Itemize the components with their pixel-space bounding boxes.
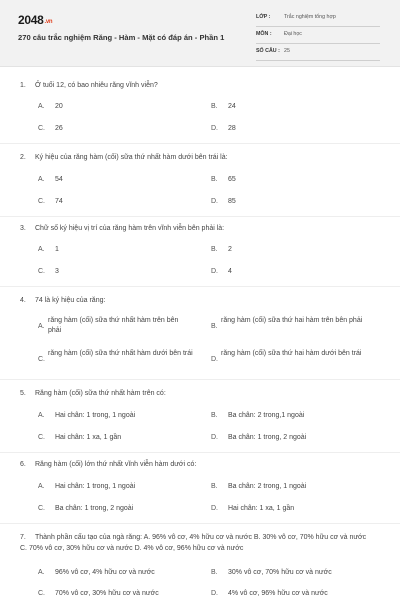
meta-value: Đại học	[284, 31, 302, 37]
meta-row-count	[256, 48, 380, 61]
option-letter: B.	[211, 246, 218, 253]
question-number: 3.	[20, 225, 26, 232]
option-letter: C.	[38, 125, 45, 132]
option-text: 74	[55, 198, 63, 205]
option-letter: C.	[38, 198, 45, 205]
option-letter: C.	[38, 505, 45, 512]
document-header	[0, 0, 400, 67]
option-text: Ba chân: 2 trong,1 ngoài	[228, 412, 305, 419]
option-letter: B.	[211, 483, 218, 490]
option-text: Ba chân: 1 trong, 2 ngoài	[55, 505, 134, 512]
question-text	[20, 80, 380, 91]
option-letter: D.	[211, 268, 218, 275]
question-text	[20, 152, 380, 163]
option-text: 28	[228, 125, 236, 132]
option-text: 65	[228, 176, 236, 183]
option-letter: C.	[38, 268, 45, 275]
meta-row-class	[256, 14, 380, 27]
divider	[0, 216, 400, 217]
option-letter: D.	[211, 434, 218, 441]
question-prompt: Ký hiệu của răng hàm (cối) sữa thứ nhất hàm dưới bên trái là:	[35, 154, 228, 161]
option-letter: A.	[38, 323, 45, 330]
question-number: 1.	[20, 82, 26, 89]
question-number: 6.	[20, 461, 26, 468]
option-letter: B.	[211, 569, 218, 576]
option-text: 4% vô cơ, 96% hữu cơ và nước	[228, 590, 328, 597]
option-letter: D.	[211, 590, 218, 597]
question-number: 5.	[20, 390, 26, 397]
question-prompt: Răng hàm (cối) lớn thứ nhất vĩnh viễn hàm dưới có:	[35, 461, 197, 468]
option-letter: B.	[211, 103, 218, 110]
logo-suffix: .vn	[44, 19, 53, 25]
question-prompt: Chữ số ký hiệu vị trí của răng hàm trên vĩnh viễn bên phải là:	[35, 225, 225, 232]
option-text: 30% vô cơ, 70% hữu cơ và nước	[228, 569, 332, 576]
option-text: 24	[228, 103, 236, 110]
option-text: Ba chân: 2 trong, 1 ngoài	[228, 483, 307, 490]
option-letter: A.	[38, 412, 45, 419]
question-text	[20, 223, 380, 234]
option-text: Hai chân: 1 trong, 1 ngoài	[55, 412, 136, 419]
option-text: 96% vô cơ, 4% hữu cơ và nước	[55, 569, 155, 576]
option-letter: A.	[38, 176, 45, 183]
meta-table	[256, 14, 380, 65]
option-text: 70% vô cơ, 30% hữu cơ và nước	[55, 590, 159, 597]
option-letter: A.	[38, 483, 45, 490]
option-text: 85	[228, 198, 236, 205]
option-letter: A.	[38, 103, 45, 110]
logo-main: 2048	[18, 13, 44, 27]
meta-key: MÔN :	[256, 31, 272, 37]
option-letter: C.	[38, 434, 45, 441]
meta-value: Trắc nghiệm tổng hợp	[284, 14, 336, 20]
option-letter: D.	[211, 125, 218, 132]
option-text: răng hàm (cối) sữa thứ hai hàm trên bên phải	[221, 317, 363, 324]
divider	[0, 452, 400, 453]
question-text	[20, 295, 380, 306]
meta-row-subject	[256, 31, 380, 44]
question-number: 4.	[20, 297, 26, 304]
option-letter: D.	[211, 356, 218, 363]
option-letter: A.	[38, 569, 45, 576]
meta-value: 25	[284, 48, 290, 54]
option-text: 54	[55, 176, 63, 183]
meta-key: LỚP :	[256, 14, 271, 20]
option-text: răng hàm (cối) sữa thứ nhất hàm dưới bên trái	[48, 350, 193, 357]
meta-key: SỐ CÂU :	[256, 48, 280, 54]
option-text: Hai chân: 1 trong, 1 ngoài	[55, 483, 136, 490]
question-prompt: Ở tuổi 12, có bao nhiêu răng vĩnh viễn?	[35, 82, 158, 89]
option-text: 20	[55, 103, 63, 110]
document-title: 270 câu trắc nghiệm Răng - Hàm - Mặt có đáp án - Phần 1	[18, 33, 225, 42]
question-prompt: Thành phần cấu tạo của ngà răng: A. 96% vô cơ, 4% hữu cơ và nước B. 30% vô cơ, 70% hữu cơ và nước C. 70% vô cơ, 30% hữu cơ và nước D. 4% vô cơ, 96% hữu cơ và nước	[20, 534, 367, 552]
option-letter: B.	[211, 412, 218, 419]
divider	[0, 379, 400, 380]
option-text: răng hàm (cối) sữa thứ nhất hàm trên bên phải	[48, 317, 179, 334]
question-text	[20, 388, 380, 399]
question-prompt: Răng hàm (cối) sữa thứ nhất hàm trên có:	[35, 390, 166, 397]
option-letter: D.	[211, 198, 218, 205]
option-letter: D.	[211, 505, 218, 512]
question-prompt: 74 là ký hiệu của răng:	[35, 297, 106, 304]
divider	[0, 286, 400, 287]
option-text: 1	[55, 246, 59, 253]
question-number: 2.	[20, 154, 26, 161]
option-text: 4	[228, 268, 232, 275]
option-text: 3	[55, 268, 59, 275]
site-logo[interactable]	[18, 13, 52, 27]
question-text	[20, 459, 380, 470]
option-text: răng hàm (cối) sữa thứ hai hàm dưới bên trái	[221, 350, 362, 357]
option-letter: B.	[211, 323, 218, 330]
option-text: Hai chân: 1 xa, 1 gần	[55, 434, 122, 441]
option-text: 26	[55, 125, 63, 132]
option-letter: C.	[38, 356, 45, 363]
option-text: Ba chân: 1 trong, 2 ngoài	[228, 434, 307, 441]
option-text: Hai chân: 1 xa, 1 gần	[228, 505, 295, 512]
divider	[0, 523, 400, 524]
question-text	[20, 532, 372, 554]
option-text: 2	[228, 246, 232, 253]
option-letter: B.	[211, 176, 218, 183]
question-number: 7.	[20, 534, 26, 541]
divider	[0, 143, 400, 144]
option-letter: C.	[38, 590, 45, 597]
option-letter: A.	[38, 246, 45, 253]
